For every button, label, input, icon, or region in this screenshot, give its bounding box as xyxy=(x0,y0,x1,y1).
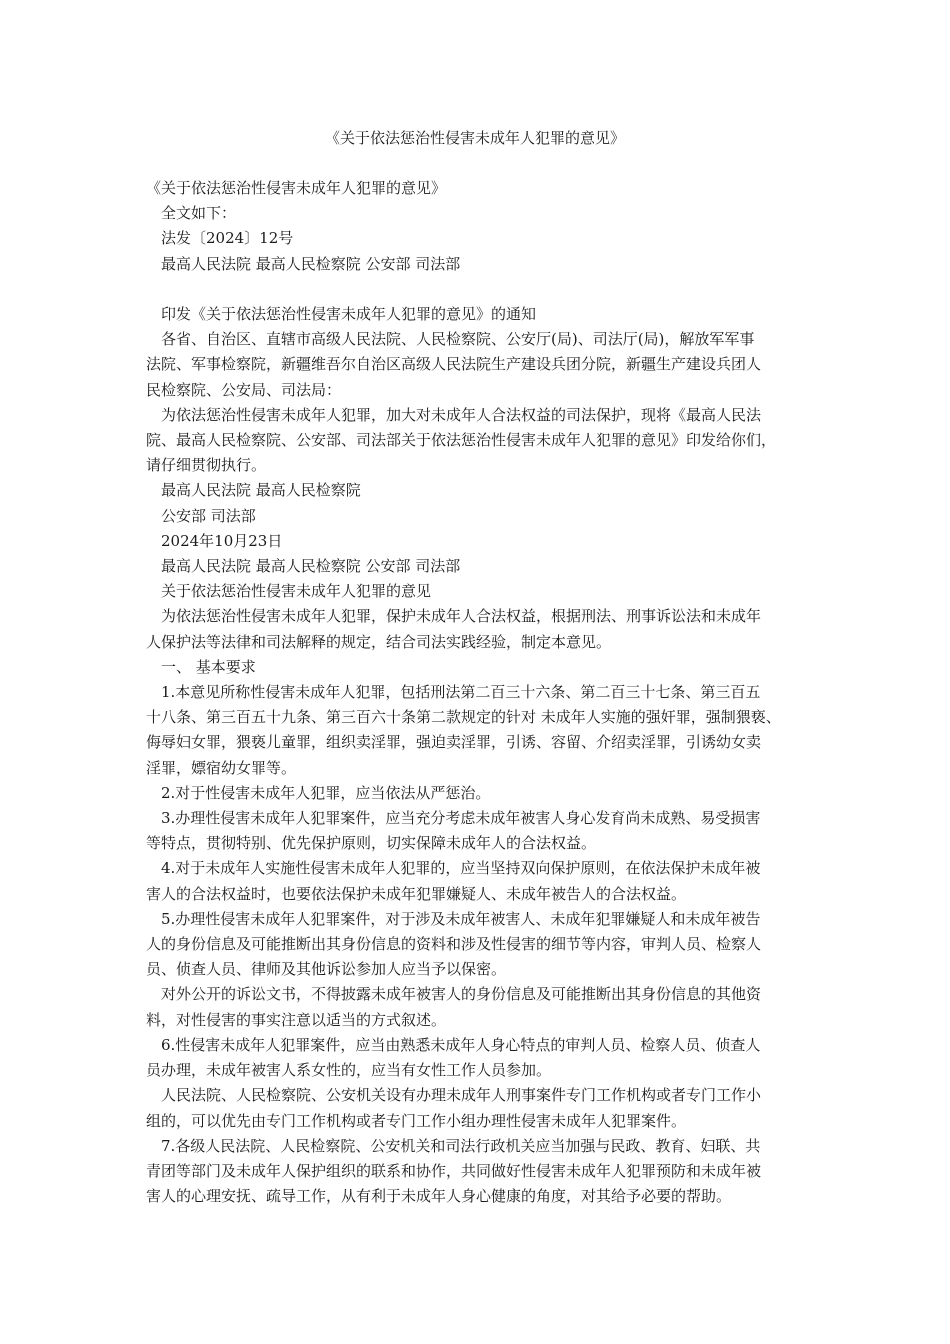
body-line: 组的，可以优先由专门工作机构或者专门工作小组办理性侵害未成年人犯罪案件。 xyxy=(146,1111,687,1130)
body-line: 关于依法惩治性侵害未成年人犯罪的意见 xyxy=(161,582,432,601)
body-line: 法院、军事检察院，新疆维吾尔自治区高级人民法院生产建设兵团分院，新疆生产建设兵团人 xyxy=(146,355,762,374)
body-line: 最高人民法院 最高人民检察院 公安部 司法部 xyxy=(161,254,461,273)
body-line: 淫罪，嫖宿幼女罪等。 xyxy=(146,758,297,777)
body-line: 2.对于性侵害未成年人犯罪，应当依法从严惩治。 xyxy=(161,783,491,802)
body-line: 员、侦查人员、律师及其他诉讼参加人应当予以保密。 xyxy=(146,960,507,979)
body-line: 院、最高人民检察院、公安部、司法部关于依法惩治性侵害未成年人犯罪的意见》印发给你们， xyxy=(146,431,777,450)
body-line: 1.本意见所称性侵害未成年人犯罪，包括刑法第二百三十六条、第二百三十七条、第三百五 xyxy=(161,683,761,702)
body-line: 6.性侵害未成年人犯罪案件，应当由熟悉未成年人身心特点的审判人员、检察人员、侦查人 xyxy=(161,1035,761,1054)
body-line: 公安部 司法部 xyxy=(161,506,256,525)
body-line: 各省、自治区、直辖市高级人民法院、人民检察院、公安厅(局)、司法厅(局)，解放军军事 xyxy=(161,330,755,349)
body-line: 害人的心理安抚、疏导工作，从有利于未成年人身心健康的角度，对其给予必要的帮助。 xyxy=(146,1187,732,1206)
body-line: 人民法院、人民检察院、公安机关设有办理未成年人刑事案件专门工作机构或者专门工作小 xyxy=(161,1086,762,1105)
body-line: 侮辱妇女罪，猥亵儿童罪，组织卖淫罪，强迫卖淫罪，引诱、容留、介绍卖淫罪，引诱幼女卖 xyxy=(146,733,762,752)
body-line: 全文如下： xyxy=(161,204,237,223)
body-line: 《关于依法惩治性侵害未成年人犯罪的意见》 xyxy=(146,179,447,197)
body-line: 人的身份信息及可能推断出其身份信息的资料和涉及性侵害的细节等内容，审判人员、检察人 xyxy=(146,935,762,954)
body-line: 7.各级人民法院、人民检察院、公安机关和司法行政机关应当加强与民政、教育、妇联、共 xyxy=(161,1136,761,1155)
blank-line xyxy=(146,277,826,302)
body-line: 为依法惩治性侵害未成年人犯罪，加大对未成年人合法权益的司法保护，现将《最高人民法 xyxy=(161,405,762,424)
body-line: 最高人民法院 最高人民检察院 公安部 司法部 xyxy=(161,557,461,576)
body-line: 等特点，贯彻特别、优先保护原则，切实保障未成年人的合法权益。 xyxy=(146,834,597,853)
body-line: 对外公开的诉讼文书，不得披露未成年被害人的身份信息及可能推断出其身份信息的其他资 xyxy=(161,985,762,1004)
body-line: 民检察院、公安局、司法局： xyxy=(146,380,342,399)
body-line: 料，对性侵害的事实注意以适当的方式叙述。 xyxy=(146,1010,447,1029)
body-line: 5.办理性侵害未成年人犯罪案件，对于涉及未成年被害人、未成年犯罪嫌疑人和未成年被告 xyxy=(161,909,761,928)
body-line: 青团等部门及未成年人保护组织的联系和协作，共同做好性侵害未成年人犯罪预防和未成年被 xyxy=(146,1161,762,1180)
body-line: 人保护法等法律和司法解释的规定，结合司法实践经验，制定本意见。 xyxy=(146,632,612,651)
body-line: 法发〔2024〕12号 xyxy=(161,229,294,248)
body-line: 3.办理性侵害未成年人犯罪案件，应当充分考虑未成年被害人身心发育尚未成熟、易受损害 xyxy=(161,809,761,828)
body-line: 请仔细贯彻执行。 xyxy=(146,456,267,475)
body-line: 2024年10月23日 xyxy=(161,531,283,550)
body-line: 害人的合法权益时，也要依法保护未成年犯罪嫌疑人、未成年被告人的合法权益。 xyxy=(146,884,687,903)
document-title: 《关于依法惩治性侵害未成年人犯罪的意见》 xyxy=(324,129,625,147)
body-line: 印发《关于依法惩治性侵害未成年人犯罪的意见》的通知 xyxy=(161,305,537,323)
body-line: 4.对于未成年人实施性侵害未成年人犯罪的，应当坚持双向保护原则，在依法保护未成年被 xyxy=(161,859,761,878)
section-heading: 一、 基本要求 xyxy=(161,657,256,676)
body-line: 十八条、第三百五十九条、第三百六十条第二款规定的针对 未成年人实施的强奸罪，强制猥亵、 xyxy=(146,708,781,727)
body-line: 最高人民法院 最高人民检察院 xyxy=(161,481,361,500)
document-body xyxy=(146,176,826,1209)
body-line: 为依法惩治性侵害未成年人犯罪，保护未成年人合法权益，根据刑法、刑事诉讼法和未成年 xyxy=(161,607,762,626)
body-line: 员办理，未成年被害人系女性的，应当有女性工作人员参加。 xyxy=(146,1061,552,1080)
